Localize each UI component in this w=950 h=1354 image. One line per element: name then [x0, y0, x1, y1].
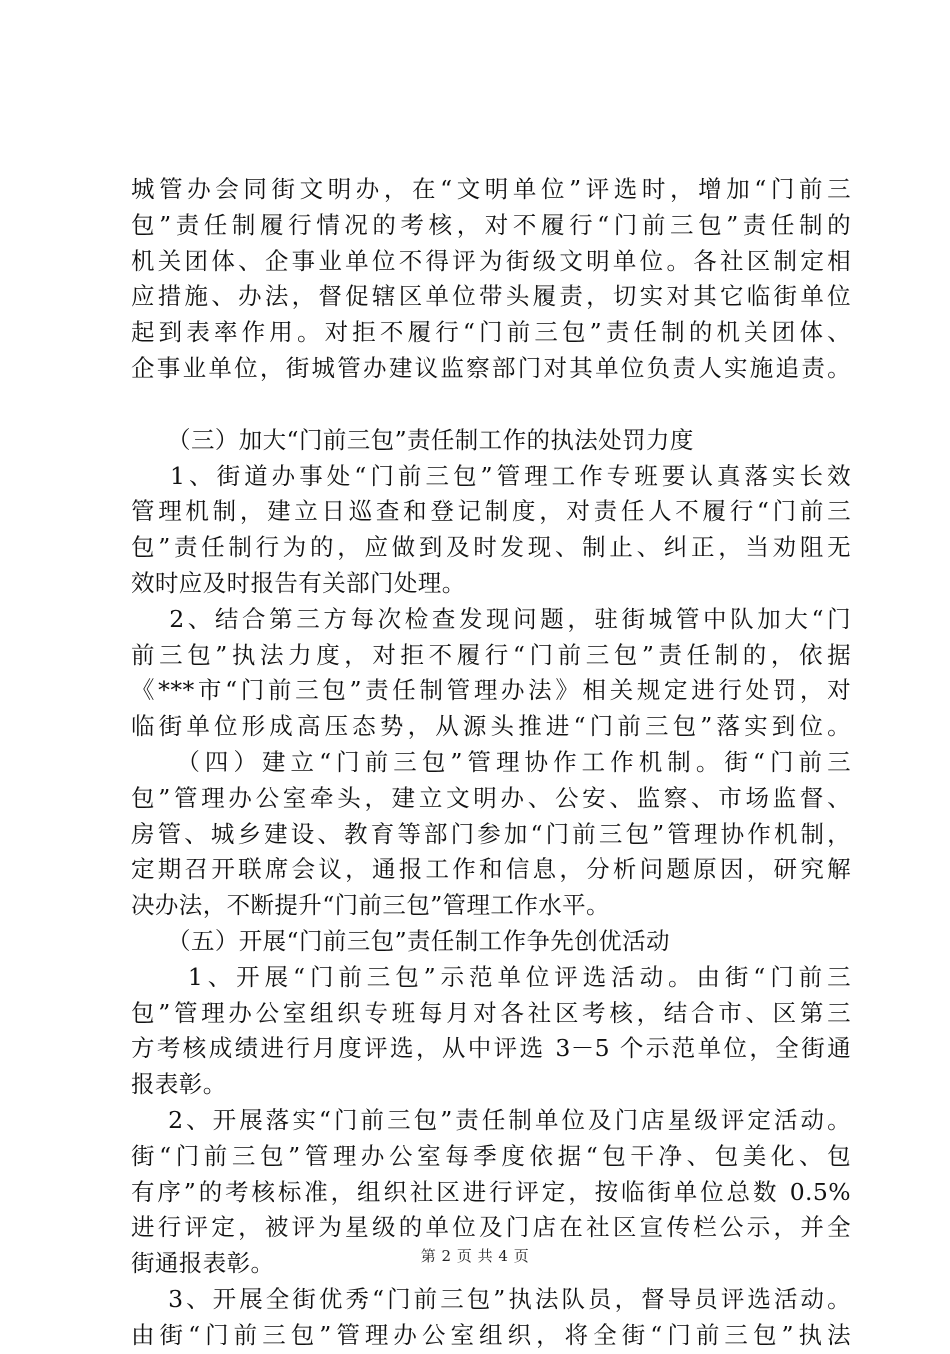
text-line: 决办法，不断提升“门前三包”管理工作水平。	[131, 891, 610, 920]
text-line: 2、结合第三方每次检查发现问题，驻街城管中队加大“门	[131, 604, 851, 633]
section-heading: （五）开展“门前三包”责任制工作争先创优活动	[131, 926, 670, 955]
document-body	[131, 172, 851, 1354]
text-line: 包”管理办公室牵头，建立文明办、公安、监察、市场监督、	[131, 783, 851, 812]
text-line: 进行评定，被评为星级的单位及门店在社区宣传栏公示，并全	[131, 1213, 851, 1242]
text-line: 前三包”执法力度，对拒不履行“门前三包”责任制的，依据	[131, 640, 851, 669]
text-line: 包”责任制履行情况的考核，对不履行“门前三包”责任制的	[131, 210, 851, 239]
section-heading: （四）建立“门前三包”管理协作工作机制。街“门前三	[131, 747, 851, 776]
text-line: 临街单位形成高压态势，从源头推进“门前三包”落实到位。	[131, 712, 851, 741]
text-line: 街通报表彰。	[131, 1249, 275, 1278]
text-line: 企事业单位，街城管办建议监察部门对其单位负责人实施追责。	[131, 353, 851, 382]
text-line: 房管、城乡建设、教育等部门参加“门前三包”管理协作机制，	[131, 819, 851, 848]
text-line: 街“门前三包”管理办公室每季度依据“包干净、包美化、包	[131, 1141, 851, 1170]
section-heading: （三）加大“门前三包”责任制工作的执法处罚力度	[131, 425, 694, 454]
text-line: 2、开展落实“门前三包”责任制单位及门店星级评定活动。	[131, 1105, 851, 1134]
text-line: 3、开展全街优秀“门前三包”执法队员，督导员评选活动。	[131, 1284, 851, 1313]
text-line: 方考核成绩进行月度评选，从中评选 3－5 个示范单位，全街通	[131, 1034, 851, 1063]
text-line: 城管办会同街文明办，在“文明单位”评选时，增加“门前三	[131, 175, 851, 203]
text-line: 由街“门前三包”管理办公室组织，将全街“门前三包”执法	[131, 1320, 851, 1349]
text-line: 管理机制，建立日巡查和登记制度，对责任人不履行“门前三	[131, 497, 851, 526]
text-line: 《***市“门前三包”责任制管理办法》相关规定进行处罚，对	[131, 676, 851, 705]
paragraph-gap	[131, 387, 851, 423]
text-line: 机关团体、企事业单位不得评为街级文明单位。各社区制定相	[131, 246, 851, 275]
text-line: 起到表率作用。对拒不履行“门前三包”责任制的机关团体、	[131, 318, 851, 347]
text-line: 效时应及时报告有关部门处理。	[131, 568, 466, 597]
text-line: 有序”的考核标准，组织社区进行评定，按临街单位总数 0.5%	[131, 1177, 851, 1206]
text-line: 定期召开联席会议，通报工作和信息，分析问题原因，研究解	[131, 855, 851, 884]
text-line: 应措施、办法，督促辖区单位带头履责，切实对其它临街单位	[131, 282, 851, 311]
text-line: 1、开展“门前三包”示范单位评选活动。由街“门前三	[131, 962, 851, 991]
page-number-footer: 第 2 页 共 4 页	[420, 1247, 530, 1265]
text-line: 包”责任制行为的，应做到及时发现、制止、纠正，当劝阻无	[131, 533, 851, 562]
text-line: 包”管理办公室组织专班每月对各社区考核，结合市、区第三	[131, 998, 851, 1027]
text-line: 报表彰。	[131, 1070, 227, 1099]
text-line: 1、街道办事处“门前三包”管理工作专班要认真落实长效	[131, 461, 851, 490]
